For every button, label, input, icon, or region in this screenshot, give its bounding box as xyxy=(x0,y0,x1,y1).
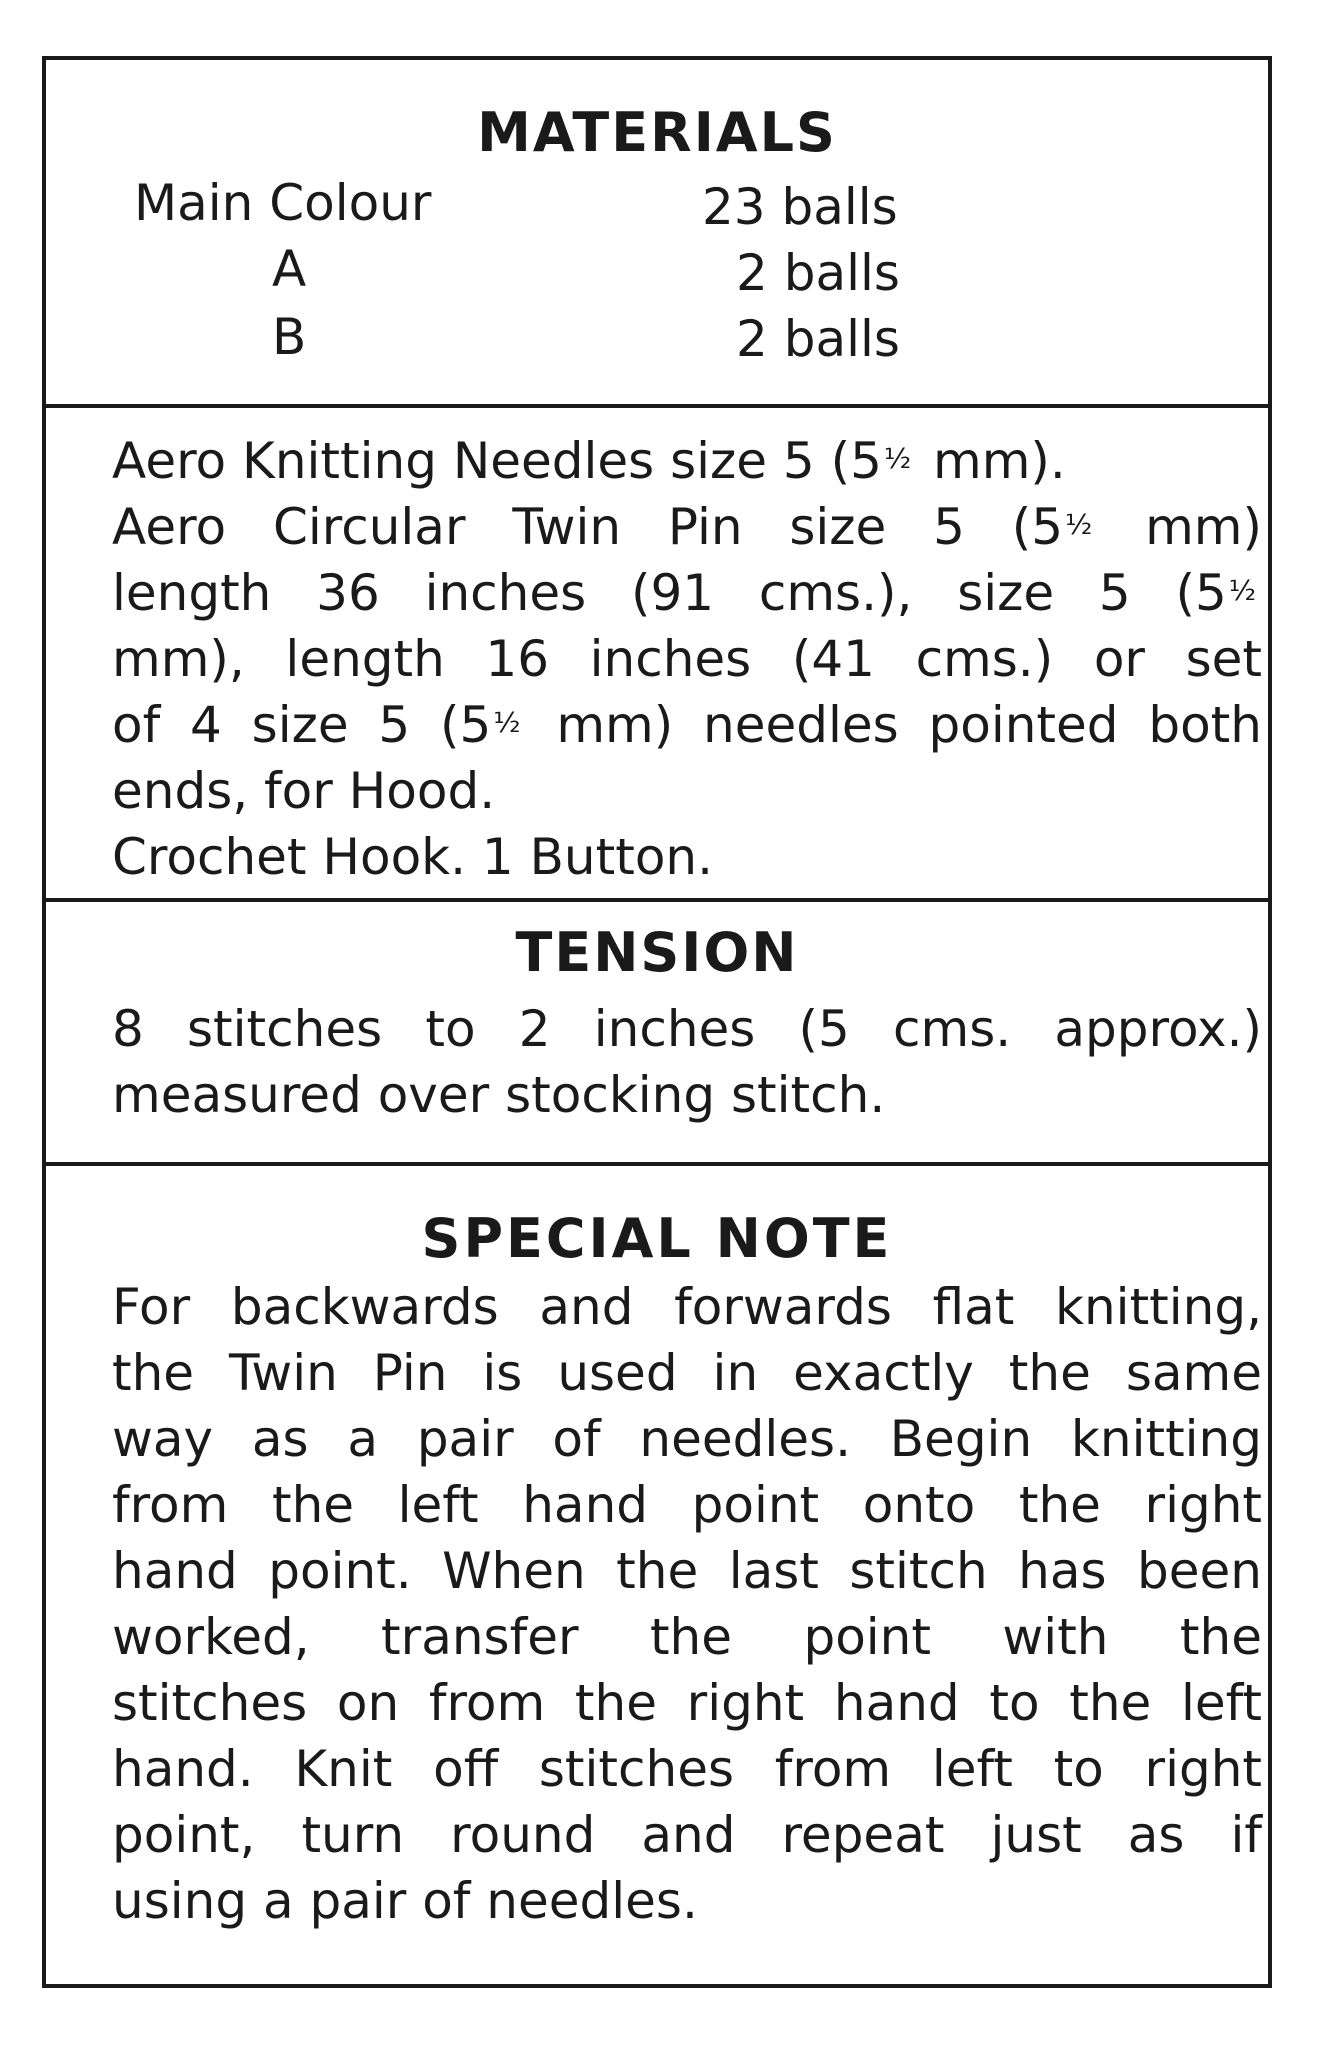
special-note-heading: SPECIAL NOTE xyxy=(421,1207,893,1270)
tension-line: measured over stocking stitch. xyxy=(112,1066,886,1124)
special-note-line: using a pair of needles. xyxy=(112,1872,698,1930)
materials-row-qty: 23 balls xyxy=(702,178,898,236)
needles-line: of 4 size 5 (5½ mm) needles pointed both xyxy=(112,696,1262,754)
needles-line: Crochet Hook. 1 Button. xyxy=(112,828,714,886)
needles-line: ends, for Hood. xyxy=(112,762,496,820)
materials-row-qty: 2 balls xyxy=(736,244,900,302)
materials-section xyxy=(46,60,1268,404)
needles-text xyxy=(112,428,1262,890)
special-note-line: point, turn round and repeat just as if xyxy=(112,1806,1262,1864)
special-note-line: way as a pair of needles. Begin knitting xyxy=(112,1410,1262,1468)
materials-row-qty: 2 balls xyxy=(736,310,900,368)
tension-line: 8 stitches to 2 inches (5 cms. approx.) xyxy=(112,1000,1262,1058)
special-note-line: hand. Knit off stitches from left to right xyxy=(112,1740,1262,1798)
needles-line: Aero Knitting Needles size 5 (5½ mm). xyxy=(112,432,1066,490)
tension-heading: TENSION xyxy=(515,921,799,984)
special-note-line: hand point. When the last stitch has been xyxy=(112,1542,1262,1600)
special-note-line: worked, transfer the point with the xyxy=(112,1608,1262,1666)
special-note-line: stitches on from the right hand to the left xyxy=(112,1674,1262,1732)
special-note-section xyxy=(46,1166,1268,1984)
tension-section xyxy=(46,902,1268,1162)
needles-line: Aero Circular Twin Pin size 5 (5½ mm) xyxy=(112,498,1262,556)
special-note-line: the Twin Pin is used in exactly the same xyxy=(112,1344,1262,1402)
special-note-line: from the left hand point onto the right xyxy=(112,1476,1262,1534)
half-fraction: ½ xyxy=(1228,574,1256,608)
needles-line: mm), length 16 inches (41 cms.) or set xyxy=(112,630,1262,688)
needles-line: length 36 inches (91 cms.), size 5 (5½ xyxy=(112,564,1256,622)
half-fraction: ½ xyxy=(493,706,521,740)
materials-row-label: B xyxy=(272,308,307,366)
materials-row-label: Main Colour xyxy=(134,174,432,232)
needles-section xyxy=(46,408,1268,898)
half-fraction: ½ xyxy=(1065,508,1093,542)
info-box xyxy=(42,56,1272,1988)
materials-row-label: A xyxy=(272,240,307,298)
tension-text xyxy=(112,996,1262,1128)
half-fraction: ½ xyxy=(883,442,912,476)
special-note-text xyxy=(112,1274,1262,1934)
materials-heading: MATERIALS xyxy=(477,101,837,164)
special-note-line: For backwards and forwards flat knitting, xyxy=(112,1278,1262,1336)
